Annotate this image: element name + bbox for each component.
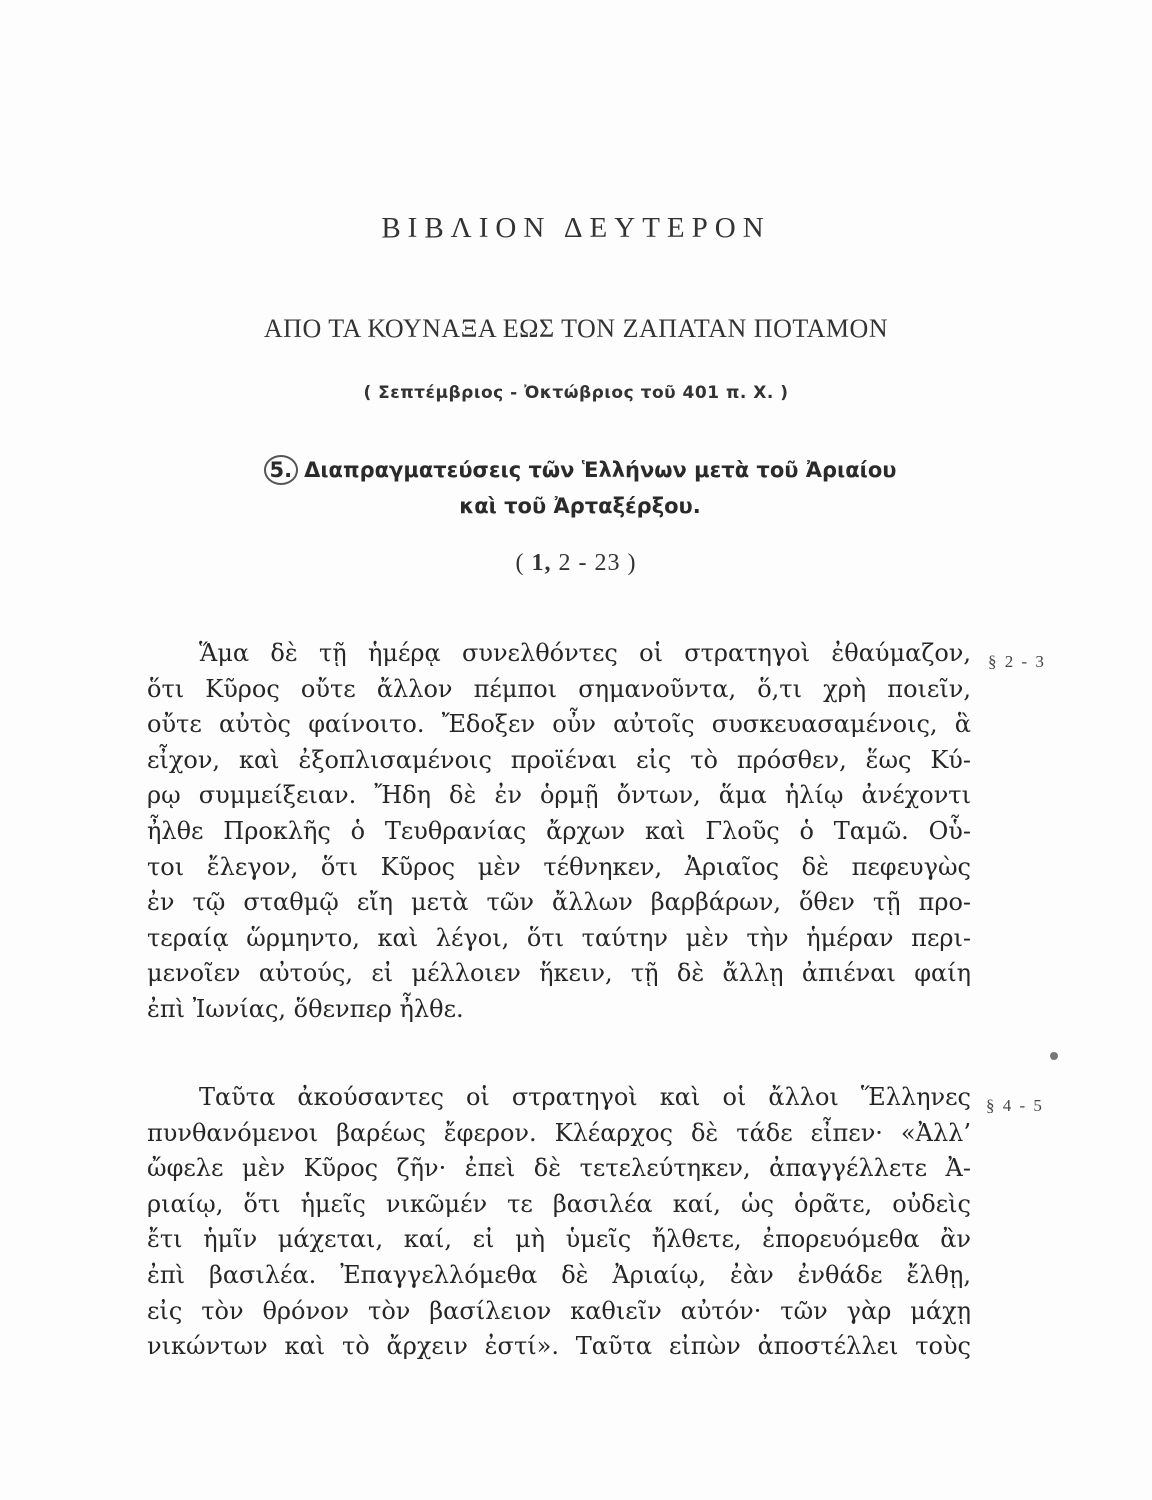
section-heading-text-1: Διαπραγματεύσεις τῶν Ἑλλήνων μετὰ τοῦ Ἀριαίου xyxy=(304,458,897,482)
text-line: ὤφελε μὲν Κῦρος ζῆν· ἐπεὶ δὲ τετελεύτηκεν, ἀπαγγέλλετε Ἀ- xyxy=(147,1154,971,1183)
text-line: ριαίῳ, ὅτι ἡμεῖς νικῶμέν τε βασιλέα καί, ὡς ὁρᾶτε, οὐδεὶς xyxy=(147,1189,971,1218)
paragraph-1 xyxy=(147,636,971,1028)
section-heading xyxy=(140,452,1020,524)
part-title: ΑΠΟ ΤΑ ΚΟΥΝΑΞΑ ΕΩΣ ΤΟΝ ΖΑΠΑΤΑΝ ΠΟΤΑΜΟΝ xyxy=(263,314,889,343)
section-range-open: ( xyxy=(515,550,525,576)
text-line: εἶχον, καὶ ἐξοπλισαμένοις προϊέναι εἰς τὸ πρόσθεν, ἕως Κύ- xyxy=(147,745,971,774)
text-line: οὔτε αὐτὸς φαίνοιτο. Ἔδοξεν οὖν αὐτοῖς συσκευασαμένοις, ἃ xyxy=(147,710,971,739)
text-line: ἦλθε Προκλῆς ὁ Τευθρανίας ἄρχων καὶ Γλοῦς ὁ Ταμῶ. Οὗ- xyxy=(147,816,971,845)
text-line: ἐπὶ βασιλέα. Ἐπαγγελλόμεθα δὲ Ἀριαίῳ, ἐὰν ἐνθάδε ἔλθῃ, xyxy=(147,1260,971,1289)
text-line: ρῳ συμμείξειαν. Ἤδη δὲ ἐν ὁρμῇ ὄντων, ἅμα ἡλίῳ ἀνέχοντι xyxy=(147,781,971,810)
section-range-book: 1, xyxy=(531,550,552,576)
text-line: Ἅμα δὲ τῇ ἡμέρᾳ συνελθόντες οἱ στρατηγοὶ ἐθαύμαζον, xyxy=(199,639,971,667)
margin-reference: § 4 - 5 xyxy=(986,1096,1044,1115)
margin-reference: § 2 - 3 xyxy=(988,652,1046,671)
section-range-rest: 2 - 23 ) xyxy=(558,550,637,576)
text-line: ὅτι Κῦρος οὔτε ἄλλον πέμποι σημανοῦντα, ὅ,τι χρὴ ποιεῖν, xyxy=(147,674,971,703)
text-line: ἔτι ἡμῖν μάχεται, καί, εἰ μὴ ὑμεῖς ἤλθετε, ἐπορευόμεθα ἂν xyxy=(147,1225,971,1254)
date-line: ( Σεπτέμβριος - Ὀκτώβριος τοῦ 401 π. Χ. ) xyxy=(363,383,789,403)
book-title: ΒΙΒΛΙΟΝ ΔΕΥΤΕΡΟΝ xyxy=(381,212,771,244)
text-line: ἐν τῷ σταθμῷ εἴη μετὰ τῶν ἄλλων βαρβάρων, ὅθεν τῇ προ- xyxy=(147,888,971,917)
section-number: 5. xyxy=(264,455,299,485)
text-line: τεραίᾳ ὥρμηντο, καὶ λέγοι, ὅτι ταύτην μὲν τὴν ἡμέραν περι- xyxy=(147,923,971,952)
paragraph-2 xyxy=(147,1080,971,1365)
section-heading-line-1 xyxy=(140,452,1020,488)
text-line: πυνθανόμενοι βαρέως ἔφερον. Κλέαρχος δὲ τάδε εἶπεν· «Ἀλλ’ xyxy=(147,1118,971,1147)
text-line: μενοῖεν αὐτούς, εἰ μέλλοιεν ἥκειν, τῇ δὲ ἄλλῃ ἀπιέναι φαίη xyxy=(147,959,971,988)
section-heading-line-2: καὶ τοῦ Ἀρταξέρξου. xyxy=(459,494,701,518)
text-line: νικώντων καὶ τὸ ἄρχειν ἐστί». Ταῦτα εἰπὼν ἀποστέλλει τοὺς xyxy=(147,1332,971,1361)
text-line: Ταῦτα ἀκούσαντες οἱ στρατηγοὶ καὶ οἱ ἄλλοι Ἕλληνες xyxy=(199,1083,971,1111)
text-line: τοι ἔλεγον, ὅτι Κῦρος μὲν τέθνηκεν, Ἀριαῖος δὲ πεφευγὼς xyxy=(147,852,971,881)
text-line: ἐπὶ Ἰωνίας, ὅθενπερ ἦλθε. xyxy=(147,994,464,1023)
text-line: εἰς τὸν θρόνον τὸν βασίλειον καθιεῖν αὐτόν· τῶν γὰρ μάχῃ xyxy=(147,1296,971,1325)
section-range xyxy=(0,550,1152,577)
margin-dot xyxy=(1050,1052,1058,1060)
